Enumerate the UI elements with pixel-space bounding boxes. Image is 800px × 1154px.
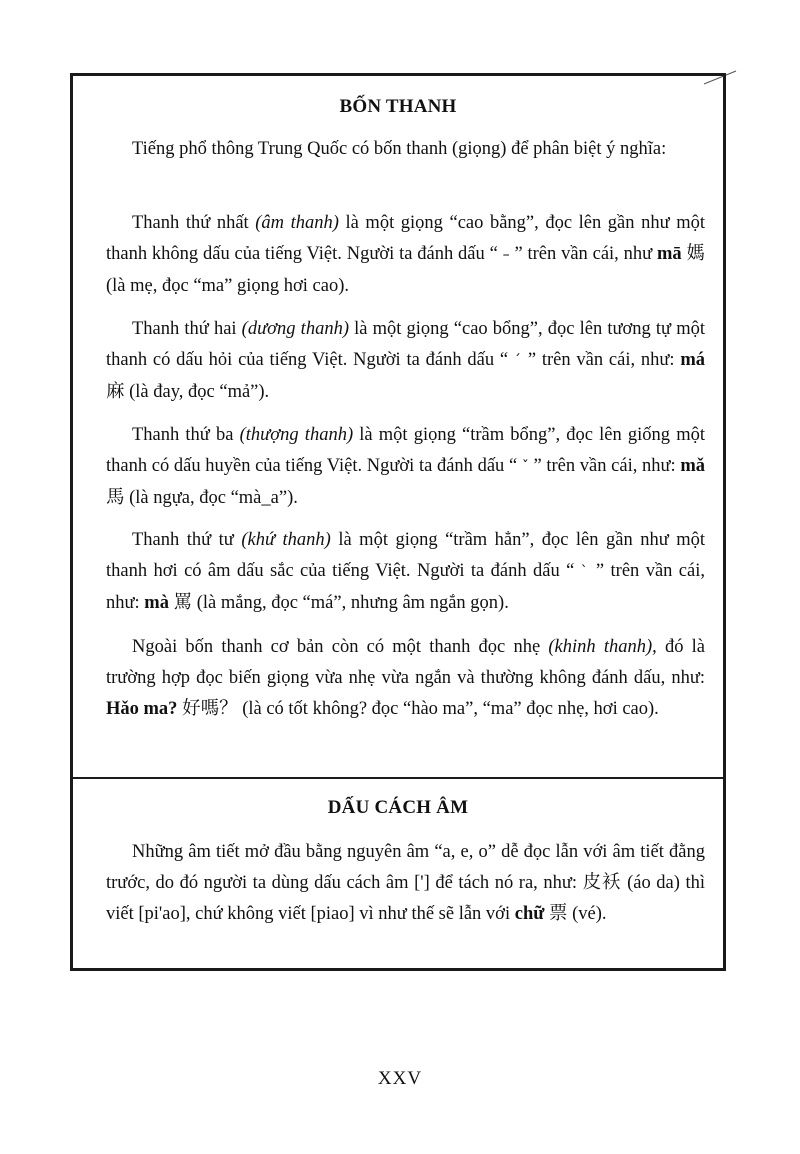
term: (dương thanh): [241, 319, 349, 339]
tone-mark: ˇ: [521, 459, 529, 475]
term: (âm thanh): [255, 213, 339, 233]
paragraph-second-tone: Thanh thứ hai (dương thanh) là một giọng “cao bổng”, đọc lên tương tự một thanh có dấu hỏi của tiếng Việt. Người ta đánh dấu “ ˊ ” trên vần cái, như: má 麻 (là đay, đọc “mả”).: [106, 319, 706, 402]
paragraph-third-tone: Thanh thứ ba (thượng thanh) là một giọng “trầm bổng”, đọc lên giống một thanh có dấu huyền của tiếng Việt. Người ta đánh dấu “ ˇ ” trên vần cái, như: mǎ 馬 (là ngựa, đọc “mà_a”).: [106, 425, 705, 508]
term: (khứ thanh): [241, 530, 331, 550]
paragraph-neutral-tone: Ngoài bốn thanh cơ bản còn có một thanh đọc nhẹ (khinh thanh), đó là trường hợp đọc biến giọng vừa nhẹ vừa ngắn và thường không đánh dấu, như: Hǎo ma? 好嗎？ (là có tốt không? đọc “hào ma”, “ma” đọc nhẹ, hơi cao).: [106, 637, 706, 719]
paragraph-intro: Tiếng phổ thông Trung Quốc có bốn thanh (giọng) để phân biệt ý nghĩa:: [132, 139, 667, 159]
term: (khinh thanh): [548, 637, 653, 657]
tone-mark: ˋ: [580, 564, 590, 580]
tone-mark: ˊ: [513, 353, 523, 369]
example-word: Hǎo ma?: [106, 699, 178, 719]
example-word: mà: [144, 593, 169, 613]
example-word: mǎ: [680, 456, 705, 476]
paragraph-separator-mark: Những âm tiết mở đầu bằng nguyên âm “a, e, o” dễ đọc lẫn với âm tiết đằng trước, do đó người ta dùng dấu cách âm ['] để tách nó ra, như: 皮袄 (áo da) thì viết [pi'ao], chứ không viết [piao] vì như thế sẽ lẫn với chữ 票 (vé).: [106, 842, 705, 924]
paragraph-fourth-tone: Thanh thứ tư (khứ thanh) là một giọng “trầm hẳn”, đọc lên gần như một thanh hơi có âm dấu sắc của tiếng Việt. Người ta đánh dấu “ ˋ ” trên vần cái, như: mà 罵 (là mắng, đọc “má”, nhưng âm ngắn gọn).: [106, 530, 706, 613]
section-title: DẤU CÁCH ÂM: [327, 797, 469, 818]
section-dau-cach-am: [73, 777, 723, 968]
section-title: BỐN THANH: [339, 96, 457, 117]
content-frame: [70, 73, 726, 971]
page-number: XXV: [377, 1068, 423, 1089]
term: (thượng thanh): [239, 425, 354, 445]
section-bon-thanh: [73, 76, 723, 777]
example-word: má: [680, 350, 706, 370]
example-word: mā: [656, 244, 682, 264]
example-word: chữ: [514, 904, 545, 924]
tone-mark: –: [502, 247, 510, 263]
paragraph-first-tone: Thanh thứ nhất (âm thanh) là một giọng “cao bằng”, đọc lên gần như một thanh không dấu của tiếng Việt. Người ta đánh dấu “ – ” trên vần cái, như mā 媽 (là mẹ, đọc “ma” giọng hơi cao).: [106, 213, 705, 296]
